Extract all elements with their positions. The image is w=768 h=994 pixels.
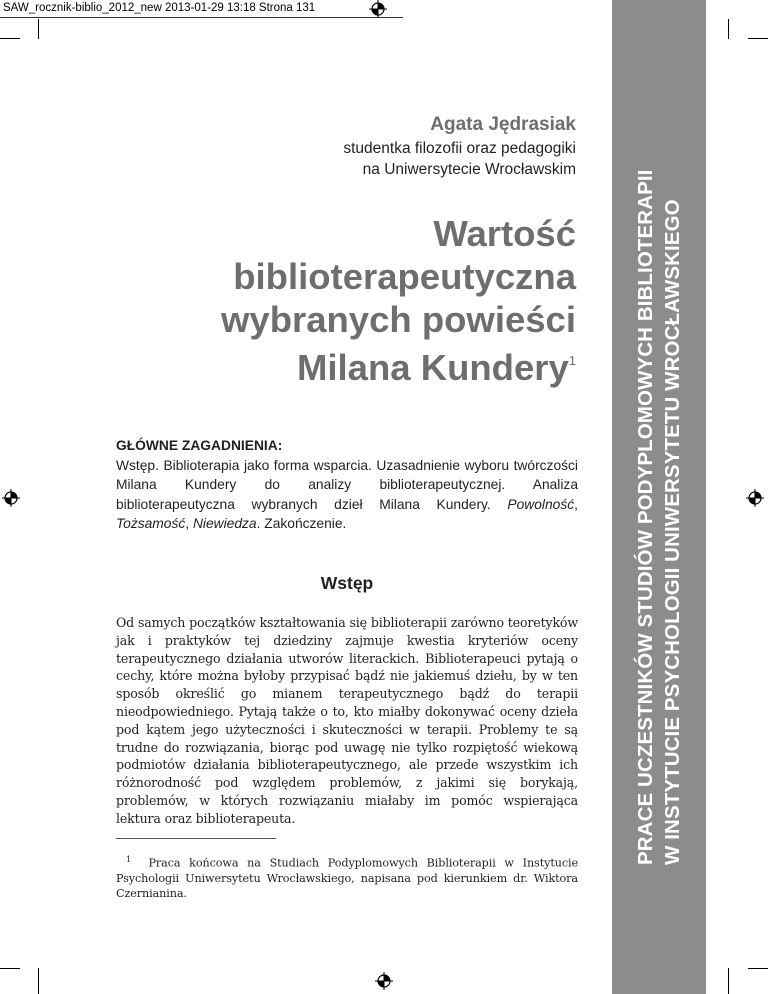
crop-mark-bottom-left-h: [0, 968, 20, 969]
series-sidebar-text: [614, 5, 704, 865]
footnote-text: Praca końcowa na Studiach Podyplomowych Biblioterapii w Instytucie Psychologii Uniwersytetu Wrocławskiego, napisana pod kierunkiem dr. Wiktora Czernianina.: [116, 856, 578, 900]
registration-mark-bottom: [375, 972, 393, 990]
main-topics-text-2: . Zakończenie.: [256, 516, 347, 531]
main-topics-text-1: Wstęp. Biblioterapia jako forma wsparcia. Uzasadnienie wyboru twórczości Milana Kundery do analizy biblioterapeutycznej. Analiza biblioterapeutyczna wybranych dzieł Milana Kundery.: [116, 457, 578, 512]
author-name: Agata Jędrasiak: [430, 114, 576, 135]
title-line-1: Wartość: [433, 213, 576, 254]
crop-mark-top-left-v: [38, 19, 39, 39]
registration-mark-right: [746, 489, 764, 507]
main-topics-sep-1: ,: [574, 496, 578, 512]
crop-mark-bottom-right-h: [748, 968, 768, 969]
section-heading: Wstęp: [320, 573, 374, 593]
title-footnote-mark: 1: [568, 353, 576, 368]
title-line-4: [120, 341, 576, 389]
title-line-3: wybranych powieści: [221, 299, 576, 340]
body-paragraph: Od samych początków kształtowania się biblioterapii zarówno teoretyków jak i praktyków tej dziedziny zajmuje kwestia kryteriów oceny terapeutycznego działania utworów literackich. Biblioterapeuci pytają o cechy, które można byłoby przypisać bądź nie jakiemuś dziełu, by w ten sposób określić go mianem terapeutycznego bądź do terapii nieodpowiedniego. Pytają także o to, kto miałby dokonywać oceny dzieła pod kątem jego użyteczności i skuteczności w terapii. Problemy te są trudne do rozwiązania, biorąc pod uwagę nie tylko rozpiętość wiekową podmiotów działania biblioterapeutycznego, ale przede wszystkim ich różnorodność pod względem problemów, z jakimi się borykają, problemów, w których rozwiązaniu miałaby im pomóc wspierająca lektura oraz biblioterapeuta.: [116, 615, 578, 826]
affiliation-line-1: studentka filozofii oraz pedagogiki: [343, 140, 576, 157]
main-topics-italic-3: Niewiedza: [192, 516, 257, 531]
affiliation-line-2: na Uniwersytecie Wrocławskim: [362, 161, 576, 178]
series-line-1: PRACE UCZESTNIKÓW STUDIÓW PODYPLOMOWYCH BIBLIOTERAPII: [634, 169, 657, 865]
footnote: [116, 852, 578, 901]
title-line-4-text: Milana Kundery: [296, 347, 569, 389]
main-topics-sep-2: ,: [185, 516, 193, 531]
main-topics-text: [116, 456, 578, 534]
main-topics-italic-2: Tożsamość: [116, 516, 186, 531]
crop-mark-bottom-right-v: [728, 968, 729, 994]
print-slug: SAW_rocznik-biblio_2012_new 2013-01-29 13:18 Strona 131: [0, 0, 403, 18]
title-line-2: biblioterapeutyczna: [233, 256, 576, 297]
main-topics: [116, 436, 578, 534]
main-topics-italic-1: Powolność: [507, 496, 575, 512]
registration-mark-top: [369, 0, 387, 18]
registration-mark-left: [2, 489, 20, 507]
series-line-2: W INSTYTUCIE PSYCHOLOGII UNIWERSYTETU WROCŁAWSKIEGO: [661, 199, 684, 865]
crop-mark-top-left-h: [0, 38, 20, 39]
author-block: [180, 112, 576, 180]
footnote-mark: 1: [126, 855, 131, 864]
crop-mark-bottom-left-v: [38, 968, 39, 994]
crop-mark-top-right-v: [728, 19, 729, 39]
article-title: [120, 212, 576, 389]
footnote-rule: [116, 838, 276, 839]
main-topics-heading: GŁÓWNE ZAGADNIENIA:: [116, 438, 283, 453]
crop-mark-top-right-h: [748, 38, 768, 39]
